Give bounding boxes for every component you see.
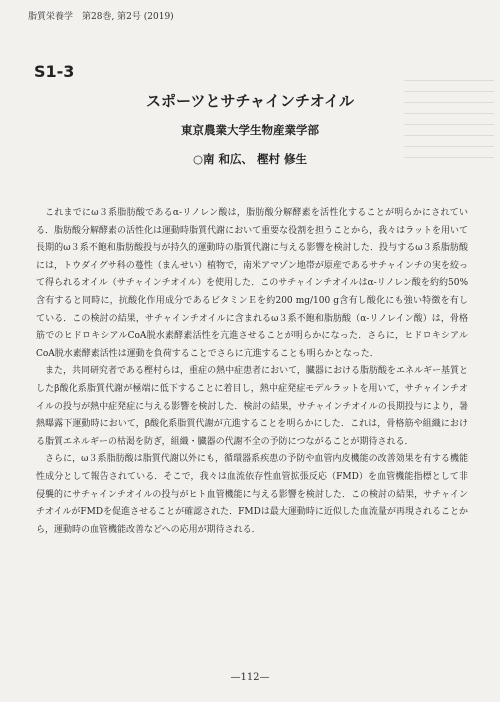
running-head: 脂質栄養学 第28巻, 第2号 (2019): [28, 12, 174, 22]
session-code: S1-3: [34, 62, 75, 81]
author-list: ○南 和広、 樫村 修生: [192, 152, 308, 166]
abstract-body: [36, 205, 468, 539]
paragraph: また，共同研究者である樫村らは，重症の熱中症患者において，臓器における脂肪酸をエネルギー基質としたβ酸化系脂質代謝が極端に低下することに着目し，熱中症発症モデルラットを用いて，サチャインチオイルの投与が熱中症発症に与える影響を検討した．検討の結果，サチャインチオイルの長期投与により，暑熱曝露下運動時において，β酸化系脂質代謝が亢進することを明らかにした．これは，骨格筋や組織における脂質エネルギーの枯渇を防ぎ，組織・臓器の代謝不全の予防につながることが期待される．: [36, 366, 468, 447]
page-number: —112—: [230, 672, 270, 683]
paragraph: これまでにω３系脂肪酸であるα-リノレン酸は，脂肪酸分解酵素を活性化することが明らかにされている．脂肪酸分解酵素の活性化は運動時脂質代謝において重要な役割を担うことから，我々はラットを用いて長期的ω３系不飽和脂肪酸投与が持久的運動時の脂質代謝に与える影響を検討した．投与するω３系脂肪酸には，トウダイグサ科の蔓性（まんせい）植物で，南米アマゾン地帯が原産であるサチャインチの実を絞って得られるオイル（サチャインチオイル）を使用した．このサチャインチオイルはα-リノレン酸を約約50%含有すると同時に，抗酸化作用成分であるビタミンＥを約200 mg/100 g含有し酸化にも強い特徴を有している．この検討の結果，サチャインチオイルに含まれるω３系不飽和脂肪酸（α-リノレイン酸）は，骨格筋でのヒドロキシアルCoA脱水素酵素活性を亢進させることが明らかになった．さらに，ヒドロキシアルCoA脱水素酵素活性は運動を負荷することでさらに亢進することも明らかとなった．: [36, 208, 468, 359]
paragraph: さらに，ω３系脂肪酸は脂質代謝以外にも，循環器系疾患の予防や血管内皮機能の改善効果を有する機能性成分として報告されている．そこで，我々は血流依存性血管拡張反応（FMD）を血管機能指標として非侵襲的にサチャインチオイルの投与がヒト血管機能に与える影響を検討した．この検討の結果，サチャインチオイルがFMDを促進させることが確認された．FMDは最大運動時に近似した血流量が再現されることから，運動時の血管機能改善などへの応用が期待される．: [36, 454, 468, 535]
affiliation: 東京農業大学生物産業学部: [181, 123, 319, 137]
article-title: スポーツとサチャインチオイル: [146, 92, 354, 110]
